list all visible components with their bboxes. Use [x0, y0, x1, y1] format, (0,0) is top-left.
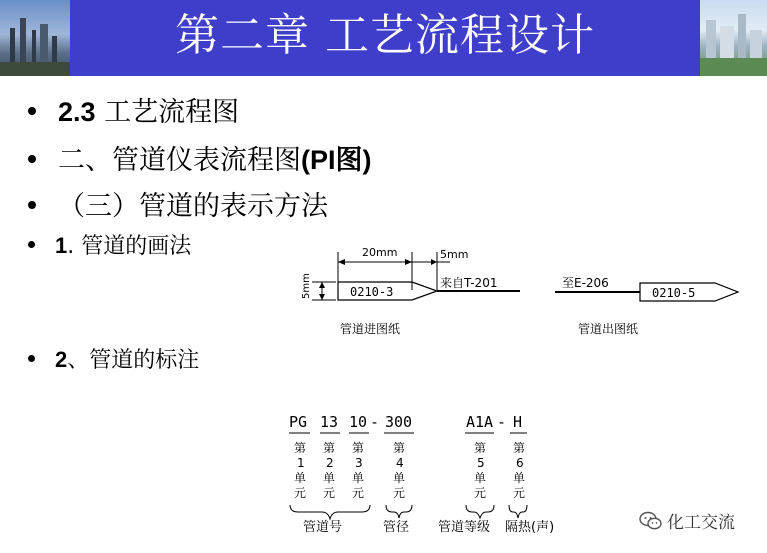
unit-label-4-3: 元: [393, 486, 406, 500]
unit-label-3-2: 单: [352, 471, 365, 485]
unit-label-6-2: 单: [513, 471, 526, 485]
dim-5mm-side-label: 5mm: [301, 273, 312, 299]
group-label-pipe-diameter: 管径: [383, 520, 410, 535]
bullet-text: 工艺流程图: [95, 97, 240, 128]
bullet-number: 2: [55, 347, 68, 372]
unit-label-4-1: 4: [396, 456, 404, 470]
unit-code-2: 13: [320, 413, 339, 431]
unit-label-6-0: 第: [513, 441, 526, 455]
unit-label-4-2: 单: [393, 471, 406, 485]
unit-label-6-1: 6: [516, 456, 524, 470]
unit-code-5: A1A: [466, 413, 494, 431]
watermark: [639, 508, 735, 536]
unit-label-4-0: 第: [393, 441, 406, 455]
unit-label-1-3: 元: [294, 486, 307, 500]
unit-code-3: 10: [349, 413, 368, 431]
unit-code-6: H: [513, 413, 523, 431]
outlet-caption: 管道出图纸: [578, 322, 639, 336]
watermark-text: 化工交流: [667, 513, 735, 533]
unit-label-1-0: 第: [294, 441, 307, 455]
bullet-text: （三）管道的表示方法: [58, 191, 328, 222]
unit-label-5-1: 5: [477, 456, 485, 470]
unit-code-1: PG: [289, 413, 308, 431]
dash-1: -: [370, 413, 380, 431]
unit-label-6-3: 元: [513, 486, 526, 500]
unit-label-5-0: 第: [474, 441, 487, 455]
unit-label-1-2: 单: [294, 471, 307, 485]
outlet-pipe-code: 0210-5: [652, 286, 696, 300]
bullet-number: 2.3: [58, 97, 96, 127]
unit-code-4: 300: [385, 413, 413, 431]
outlet-to-label: 至E-206: [562, 276, 609, 290]
bullet-text: 、管道的标注: [67, 348, 200, 373]
unit-label-3-1: 3: [355, 456, 363, 470]
unit-label-5-3: 元: [474, 486, 487, 500]
dash-2: -: [497, 413, 507, 431]
unit-label-1-1: 1: [297, 456, 305, 470]
unit-label-2-0: 第: [323, 441, 336, 455]
unit-label-2-2: 单: [323, 471, 336, 485]
unit-label-3-0: 第: [352, 441, 365, 455]
group-label-pipe-grade: 管道等级: [438, 520, 491, 535]
slide-title: 第二章 工艺流程设计: [175, 10, 595, 61]
dim-20mm-label: 20mm: [362, 246, 398, 259]
unit-label-3-3: 元: [352, 486, 365, 500]
wechat-icon: [639, 511, 663, 536]
bullet-text-tail: 图): [335, 145, 372, 175]
inlet-from-label: 来自T-201: [440, 276, 498, 290]
bullet-text-bold: (PI: [301, 145, 336, 175]
unit-label-2-3: 元: [323, 486, 336, 500]
bullet-text: . 管道的画法: [67, 234, 192, 259]
dim-5mm-top-label: 5mm: [440, 248, 469, 261]
group-label-pipe-number: 管道号: [303, 520, 343, 535]
bullet-text: 二、管道仪表流程图: [58, 145, 301, 176]
bullet-number: 1: [55, 233, 68, 258]
group-label-insulation: 隔热(声): [505, 520, 555, 535]
inlet-pipe-code: 0210-3: [350, 285, 394, 299]
inlet-caption: 管道进图纸: [340, 322, 401, 336]
unit-label-2-1: 2: [326, 456, 334, 470]
unit-label-5-2: 单: [474, 471, 487, 485]
